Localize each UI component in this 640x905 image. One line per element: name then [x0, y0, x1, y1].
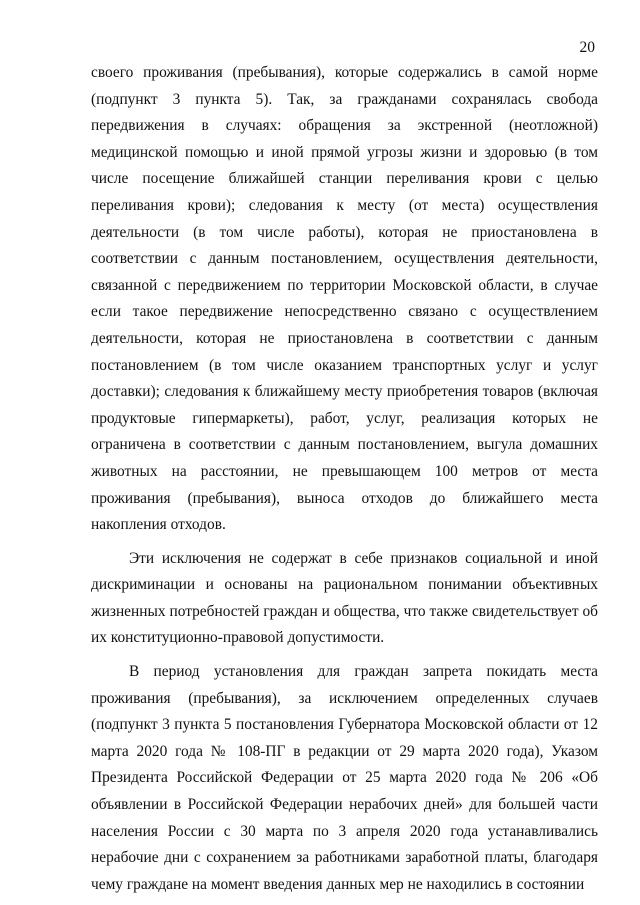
paragraph-exceptions: Эти исключения не содержат в себе признаков социальной и иной дискриминации и основаны на рациональном понимании объективных жизненных потребностей граждан и общества, что также свидетельствует об их конституционно-правовой допустимости. [91, 549, 598, 647]
paragraph-continuation: своего проживания (пребывания), которые содержались в самой норме (подпункт 3 пункта 5). Так, за гражданами сохранялась свобода передвижения в случаях: обращения за экстренной (неотложной) медицинской помощью и иной прямой угрозы жизни и здоровью (в том числе посещение ближайшей станции переливания крови с целью переливания крови); следования к месту (от места) осуществления деятельности (в том числе работы), которая не приостановлена в соответствии с данным постановлением, осуществления деятельности, связанной с передвижением по территории Московской области, в случае если такое передвижение непосредственно связано с осуществлением деятельности, которая не приостановлена в соответствии с данным постановлением (в том числе оказанием транспортных услуг и услуг доставки); следования к ближайшему месту приобретения товаров (включая продуктовые гипермаркеты), работ, услуг, реализация которых не ограничена в соответствии с данным постановлением, выгула домашних животных на расстоянии, не превышающем 100 метров от места проживания (пребывания), выноса отходов до ближайшего места накопления отходов. [91, 64, 598, 534]
paragraph-period: В период установления для граждан запрета покидать места проживания (пребывания), за исключением определенных случаев (подпункт 3 пункта 5 постановления Губернатора Московской области от 12 марта 2020 года № 108-ПГ в редакции от 29 марта 2020 года), Указом Президента Российской Федерации от 25 марта 2020 года № 206 «Об объявлении в Российской Федерации нерабочих дней» для большей части населения России с 30 марта по 3 апреля 2020 года устанавливались нерабочие дни с сохранением за работниками заработной платы, благодаря чему граждане на момент введения данных мер не находились в состоянии [91, 663, 598, 893]
page-number: 20 [579, 39, 595, 56]
document-body [91, 60, 598, 898]
